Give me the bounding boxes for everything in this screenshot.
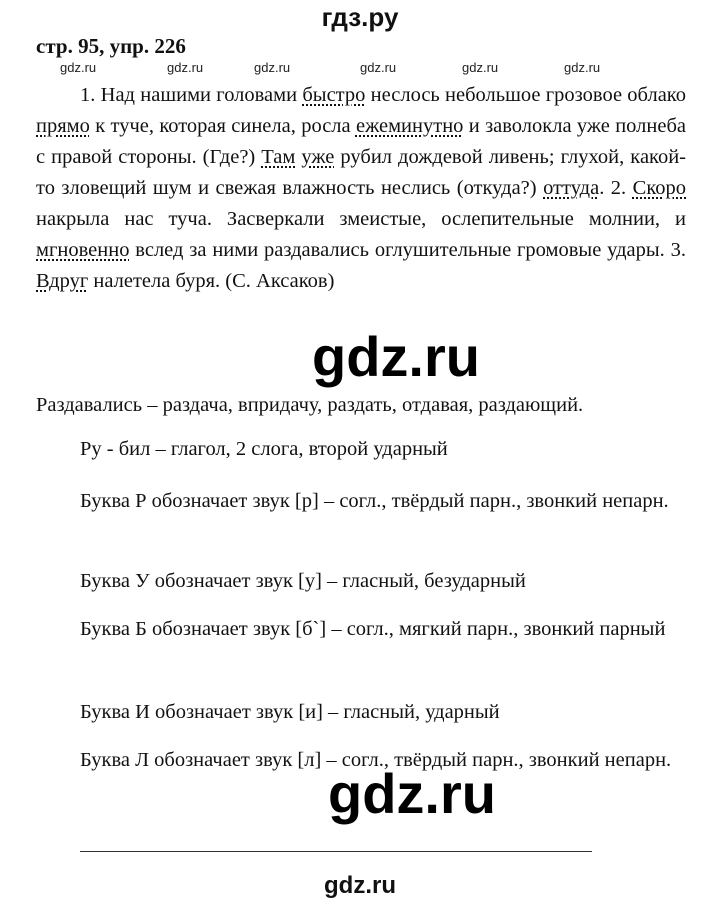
watermark-small: gdz.ru xyxy=(167,60,204,75)
text-run: неслось небольшое грозовое облако xyxy=(365,84,686,106)
watermark-small: gdz.ru xyxy=(60,60,97,75)
text-run: к туче, которая синела, росла xyxy=(89,115,356,137)
watermark-big: gdz.ru xyxy=(328,762,496,825)
watermark-small: gdz.ru xyxy=(360,60,397,75)
watermark-small: gdz.ru xyxy=(254,60,291,75)
adverb-underlined: уже xyxy=(301,146,335,168)
phonetic-line-l: Буква Л обозначает звук [л] – согл., твёрдый парн., звонкий непарн. xyxy=(80,749,672,771)
page-reference: стр. 95, упр. 226 xyxy=(36,34,186,58)
divider xyxy=(80,851,592,852)
adverb-underlined: быстро xyxy=(302,84,366,106)
text-run: вслед за ними раздавались оглушительные громовые удары. 3. xyxy=(129,239,686,261)
text-run: 1. Над нашими головами xyxy=(80,84,303,106)
watermark-small: gdz.ru xyxy=(564,60,601,75)
adverb-underlined: Скоро xyxy=(632,177,686,199)
adverb-underlined: мгновенно xyxy=(36,239,130,261)
phonetic-line-u: Буква У обозначает звук [у] – гласный, безударный xyxy=(80,570,526,592)
text-run: налетела буря. (С. Аксаков) xyxy=(88,270,335,292)
text-run: накрыла нас туча. Засверкали змеистые, ослепительные молнии, и xyxy=(36,208,686,230)
syllable-analysis: Ру - бил – глагол, 2 слога, второй ударный xyxy=(80,438,448,460)
phonetic-line-i: Буква И обозначает звук [и] – гласный, ударный xyxy=(80,701,500,723)
exercise-text xyxy=(36,80,686,297)
watermark-row xyxy=(0,60,720,80)
text-run: рубил дождевой ливень; глухой, какой-то зловещий шум и свежая влажность неслись (откуда?) xyxy=(36,146,687,199)
adverb-underlined: ежеминутно xyxy=(355,115,464,137)
adverb-underlined: Там xyxy=(261,146,296,168)
text-run: . 2. xyxy=(599,177,633,199)
text-run: и заволокла уже полнеба с правой стороны. (Где?) xyxy=(36,115,686,168)
adverb-underlined: оттуда xyxy=(543,177,600,199)
adverb-underlined: Вдруг xyxy=(36,270,89,292)
adverb-underlined: прямо xyxy=(36,115,90,137)
phonetic-line-r: Буква Р обозначает звук [р] – согл., твёрдый парн., звонкий непарн. xyxy=(80,490,669,512)
watermark-big: gdz.ru xyxy=(312,325,480,388)
watermark-small: gdz.ru xyxy=(462,60,499,75)
site-header: гдз.ру xyxy=(321,2,399,32)
footer-watermark: gdz.ru xyxy=(324,872,396,899)
phonetic-line-b: Буква Б обозначает звук [б`] – согл., мягкий парн., звонкий парный xyxy=(80,618,666,640)
related-words: Раздавались – раздача, впридачу, раздать, отдавая, раздающий. xyxy=(36,394,584,416)
